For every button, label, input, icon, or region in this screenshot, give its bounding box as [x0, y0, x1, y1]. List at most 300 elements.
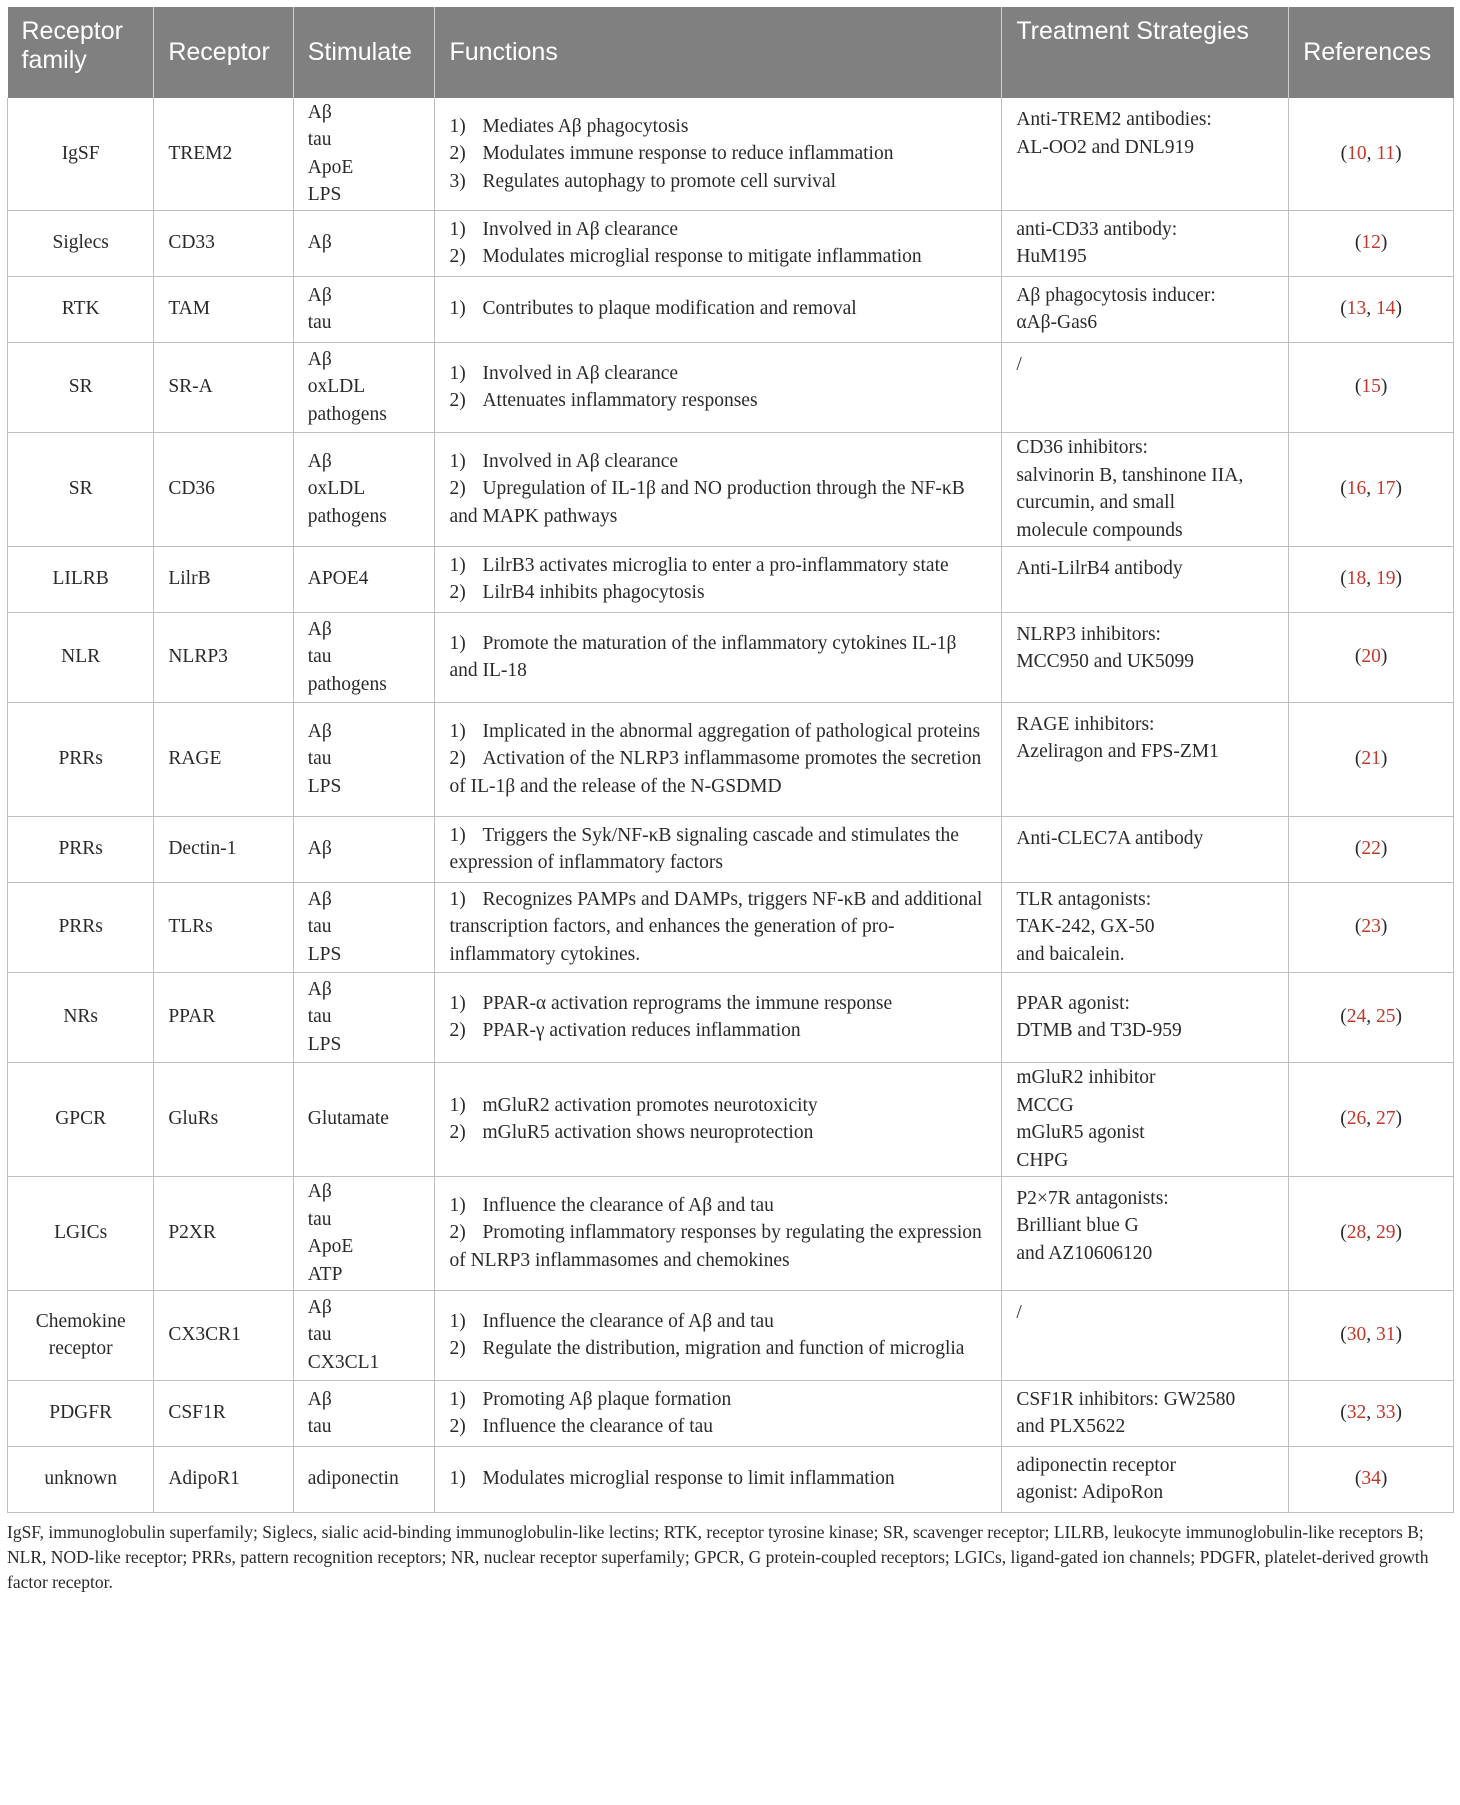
cell-treatment — [1002, 1380, 1289, 1446]
function-item — [449, 360, 989, 388]
ref-open-paren: ( — [1354, 1468, 1362, 1490]
function-item — [449, 1308, 989, 1336]
header-receptor-family-line1: Receptor — [21, 17, 123, 45]
treatment-line: mGluR2 inhibitor — [1016, 1067, 1156, 1088]
function-item — [449, 1465, 989, 1493]
treatment-line: and baicalein. — [1016, 943, 1125, 965]
function-number: 1) — [449, 1468, 466, 1490]
stimulate-item: pathogens — [307, 403, 387, 425]
cell-references — [1289, 98, 1454, 210]
treatment-line: / — [1016, 353, 1022, 375]
receptor-family-text: PRRs — [58, 916, 103, 938]
cell-references — [1289, 210, 1454, 276]
table-row — [8, 1380, 1454, 1446]
stimulate-item: tau — [307, 129, 332, 151]
cell-receptor: AdipoR1 — [154, 1446, 293, 1512]
function-text: Mediates Aβ phagocytosis — [482, 115, 689, 137]
ref-close-paren: ) — [1395, 568, 1402, 590]
function-number: 2) — [449, 1338, 466, 1359]
treatment-line: Aβ phagocytosis inducer: — [1016, 284, 1216, 306]
header-functions: Functions — [435, 7, 1002, 98]
cell-treatment — [1002, 1176, 1289, 1290]
reference-link[interactable]: 32 — [1346, 1402, 1367, 1424]
treatment-line: RAGE inhibitors: — [1016, 713, 1155, 735]
ref-close-paren: ) — [1395, 1324, 1402, 1346]
receptor-family-text: SR — [68, 376, 93, 398]
stimulate-item: Aβ — [307, 838, 332, 860]
reference-link[interactable]: 30 — [1346, 1324, 1367, 1346]
cell-receptor: CD33 — [154, 210, 293, 276]
receptor-family-text: Siglecs — [52, 232, 109, 254]
reference-link[interactable]: 19 — [1375, 568, 1396, 590]
cell-functions — [435, 816, 1002, 882]
stimulate-item: LPS — [307, 184, 342, 206]
function-number: 1) — [449, 888, 466, 910]
table-row — [8, 816, 1454, 882]
function-number: 2) — [449, 1416, 466, 1437]
function-text: Triggers the Syk/NF-κB signaling cascade and stimulates the expression of inflammatory factors — [449, 824, 959, 873]
function-item — [449, 886, 989, 969]
ref-separator: , — [1366, 568, 1376, 590]
function-text: Implicated in the abnormal aggregation of pathological proteins — [482, 720, 981, 742]
cell-receptor-family — [8, 1380, 154, 1446]
treatment-line: TLR antagonists: — [1016, 888, 1152, 910]
ref-open-paren: ( — [1354, 916, 1362, 938]
ref-separator: , — [1366, 1006, 1376, 1028]
reference-link[interactable]: 17 — [1375, 478, 1396, 500]
header-stimulate: Stimulate — [293, 7, 435, 98]
receptor-family-text: IgSF — [61, 143, 100, 164]
treatment-line: agonist: AdipoRon — [1016, 1482, 1164, 1503]
ref-separator: , — [1366, 478, 1376, 500]
table-row — [8, 546, 1454, 612]
function-number: 1) — [449, 554, 466, 576]
reference-link[interactable]: 28 — [1346, 1222, 1367, 1244]
cell-stimulate — [293, 342, 435, 432]
cell-receptor: PPAR — [154, 972, 293, 1062]
cell-stimulate — [293, 882, 435, 972]
cell-treatment — [1002, 1290, 1289, 1380]
function-number: 1) — [449, 1310, 466, 1332]
ref-close-paren: ) — [1395, 1222, 1402, 1244]
reference-link[interactable]: 15 — [1361, 376, 1381, 398]
cell-receptor: NLRP3 — [154, 612, 293, 702]
table-container — [7, 7, 1454, 1595]
ref-close-paren: ) — [1395, 143, 1402, 164]
stimulate-item: Aβ — [307, 1296, 332, 1318]
cell-treatment — [1002, 972, 1289, 1062]
cell-receptor-family — [8, 702, 154, 816]
treatment-line: Azeliragon and FPS-ZM1 — [1016, 741, 1219, 762]
cell-receptor-family — [8, 276, 154, 342]
function-item — [449, 113, 989, 141]
stimulate-item: tau — [307, 312, 332, 333]
function-item — [449, 579, 989, 607]
function-text: Involved in Aβ clearance — [482, 218, 679, 240]
function-item — [449, 1192, 989, 1220]
cell-references — [1289, 276, 1454, 342]
stimulate-item: ATP — [307, 1263, 343, 1285]
stimulate-item: tau — [307, 1416, 332, 1437]
cell-stimulate — [293, 816, 435, 882]
stimulate-item: adiponectin — [307, 1468, 399, 1490]
cell-references — [1289, 972, 1454, 1062]
receptor-family-text: SR — [68, 478, 93, 500]
function-text: LilrB4 inhibits phagocytosis — [482, 582, 705, 603]
reference-link[interactable]: 25 — [1375, 1006, 1396, 1028]
treatment-line: Anti-CLEC7A antibody — [1016, 827, 1204, 849]
ref-open-paren: ( — [1354, 376, 1362, 398]
function-item — [449, 990, 989, 1018]
receptor-family-text: GPCR — [55, 1108, 107, 1130]
reference-link[interactable]: 33 — [1375, 1402, 1396, 1424]
receptor-family-text: PDGFR — [49, 1402, 113, 1424]
receptor-family-text: LGICs — [54, 1222, 108, 1244]
function-number: 2) — [449, 390, 466, 411]
cell-functions — [435, 210, 1002, 276]
function-item — [449, 552, 989, 580]
function-number: 3) — [449, 170, 466, 192]
function-item — [449, 1092, 989, 1120]
function-item — [449, 216, 989, 244]
cell-receptor: TREM2 — [154, 98, 293, 210]
cell-receptor-family — [8, 432, 154, 546]
receptor-family-text: receptor — [48, 1338, 113, 1359]
cell-references — [1289, 702, 1454, 816]
cell-stimulate — [293, 1062, 435, 1176]
ref-open-paren: ( — [1354, 646, 1362, 668]
ref-open-paren: ( — [1340, 568, 1347, 590]
function-text: Modulates microglial response to limit inflammation — [482, 1468, 895, 1490]
ref-open-paren: ( — [1340, 1402, 1347, 1424]
cell-receptor-family — [8, 972, 154, 1062]
receptor-table — [7, 7, 1454, 1513]
stimulate-item: Glutamate — [307, 1108, 389, 1130]
cell-functions — [435, 432, 1002, 546]
cell-stimulate — [293, 546, 435, 612]
function-number: 1) — [449, 632, 466, 654]
function-item — [449, 630, 989, 685]
function-number: 1) — [449, 218, 466, 240]
table-row — [8, 1446, 1454, 1512]
stimulate-item: tau — [307, 1006, 332, 1028]
function-item — [449, 168, 989, 196]
cell-functions — [435, 1380, 1002, 1446]
treatment-line: AL-OO2 and DNL919 — [1016, 136, 1194, 158]
function-number: 2) — [449, 478, 466, 500]
treatment-line: molecule compounds — [1016, 519, 1183, 541]
reference-link[interactable]: 16 — [1346, 478, 1367, 500]
ref-open-paren: ( — [1340, 1324, 1347, 1346]
function-text: Modulates microglial response to mitigate inflammation — [482, 246, 922, 267]
function-item — [449, 243, 989, 271]
treatment-line: TAK-242, GX-50 — [1016, 916, 1155, 938]
cell-treatment — [1002, 702, 1289, 816]
function-text: Attenuates inflammatory responses — [482, 390, 758, 411]
ref-close-paren: ) — [1395, 478, 1402, 500]
function-text: Promoting inflammatory responses by regulating the expression of NLRP3 inflammasomes and chemokines — [449, 1222, 982, 1271]
cell-stimulate — [293, 1176, 435, 1290]
header-references: References — [1289, 7, 1454, 98]
table-row — [8, 612, 1454, 702]
treatment-line: PPAR agonist: — [1016, 992, 1130, 1014]
cell-functions — [435, 546, 1002, 612]
function-text: Regulates autophagy to promote cell survival — [482, 170, 837, 192]
header-receptor-family-line2: family — [21, 46, 87, 74]
function-item — [449, 745, 989, 800]
ref-close-paren: ) — [1380, 838, 1388, 860]
cell-receptor-family — [8, 612, 154, 702]
stimulate-item: Aβ — [307, 450, 332, 472]
function-text: Activation of the NLRP3 inflammasome promotes the secretion of IL-1β and the release of the N-GSDMD — [449, 748, 982, 797]
function-text: Modulates immune response to reduce inflammation — [482, 143, 894, 164]
receptor-family-text: NRs — [63, 1006, 98, 1028]
stimulate-item: tau — [307, 646, 332, 668]
stimulate-item: tau — [307, 916, 332, 938]
function-text: PPAR-γ activation reduces inflammation — [482, 1020, 801, 1041]
cell-receptor: CX3CR1 — [154, 1290, 293, 1380]
function-number: 2) — [449, 143, 466, 164]
reference-link[interactable]: 11 — [1376, 143, 1396, 164]
cell-receptor: LilrB — [154, 546, 293, 612]
cell-treatment — [1002, 1062, 1289, 1176]
function-item — [449, 387, 989, 415]
function-number: 2) — [449, 1020, 466, 1041]
cell-stimulate — [293, 98, 435, 210]
function-number: 2) — [449, 1222, 466, 1244]
treatment-line: mGluR5 agonist — [1016, 1122, 1145, 1143]
table-header-row — [8, 7, 1454, 98]
function-number: 2) — [449, 748, 466, 770]
cell-treatment — [1002, 276, 1289, 342]
cell-references — [1289, 612, 1454, 702]
table-row — [8, 1062, 1454, 1176]
ref-close-paren: ) — [1380, 376, 1388, 398]
ref-close-paren: ) — [1395, 1108, 1402, 1130]
cell-treatment — [1002, 546, 1289, 612]
stimulate-item: pathogens — [307, 673, 387, 695]
cell-stimulate — [293, 1290, 435, 1380]
ref-close-paren: ) — [1395, 1402, 1402, 1424]
cell-treatment — [1002, 98, 1289, 210]
receptor-family-text: Chemokine — [35, 1310, 126, 1332]
function-text: Involved in Aβ clearance — [482, 362, 679, 384]
function-number: 1) — [449, 362, 466, 384]
function-text: Recognizes PAMPs and DAMPs, triggers NF-κB and additional transcription factors, and enhances the generation of pro-inflammatory cytokines. — [449, 888, 983, 965]
reference-link[interactable]: 10 — [1347, 143, 1367, 164]
function-item — [449, 718, 989, 746]
function-item — [449, 448, 989, 476]
cell-treatment — [1002, 816, 1289, 882]
cell-references — [1289, 432, 1454, 546]
treatment-line: and AZ10606120 — [1016, 1242, 1153, 1264]
function-number: 1) — [449, 450, 466, 472]
cell-receptor: CSF1R — [154, 1380, 293, 1446]
stimulate-item: APOE4 — [307, 568, 369, 590]
reference-link[interactable]: 23 — [1361, 916, 1381, 938]
function-text: Involved in Aβ clearance — [482, 450, 679, 472]
reference-link[interactable]: 29 — [1375, 1222, 1396, 1244]
ref-open-paren: ( — [1340, 1006, 1347, 1028]
reference-link[interactable]: 27 — [1375, 1108, 1396, 1130]
cell-receptor: RAGE — [154, 702, 293, 816]
function-text: LilrB3 activates microglia to enter a pro-inflammatory state — [482, 554, 949, 576]
cell-stimulate — [293, 432, 435, 546]
function-item — [449, 1119, 989, 1147]
function-text: Influence the clearance of Aβ and tau — [482, 1194, 774, 1216]
ref-separator: , — [1366, 143, 1377, 164]
reference-link[interactable]: 22 — [1361, 838, 1381, 860]
treatment-line: CD36 inhibitors: — [1016, 437, 1148, 458]
table-row — [8, 882, 1454, 972]
cell-functions — [435, 342, 1002, 432]
ref-close-paren: ) — [1380, 1468, 1388, 1490]
function-text: Upregulation of IL-1β and NO production through the NF-κB and MAPK pathways — [449, 478, 965, 527]
cell-receptor: P2XR — [154, 1176, 293, 1290]
stimulate-item: Aβ — [307, 232, 332, 254]
cell-references — [1289, 1290, 1454, 1380]
treatment-line: Anti-LilrB4 antibody — [1016, 557, 1183, 579]
stimulate-item: LPS — [307, 1033, 342, 1055]
ref-separator: , — [1366, 1108, 1376, 1130]
table-row — [8, 342, 1454, 432]
cell-receptor-family — [8, 98, 154, 210]
treatment-line: and PLX5622 — [1016, 1416, 1126, 1437]
cell-references — [1289, 546, 1454, 612]
reference-link[interactable]: 20 — [1361, 646, 1381, 668]
table-row — [8, 1290, 1454, 1380]
reference-link[interactable]: 21 — [1361, 748, 1381, 770]
treatment-line: CSF1R inhibitors: GW2580 — [1016, 1388, 1236, 1410]
stimulate-item: pathogens — [307, 505, 387, 527]
cell-receptor-family — [8, 1176, 154, 1290]
ref-open-paren: ( — [1354, 232, 1362, 254]
treatment-line: HuM195 — [1016, 246, 1087, 267]
stimulate-item: Aβ — [307, 978, 332, 1000]
function-number: 1) — [449, 298, 466, 320]
header-receptor: Receptor — [154, 7, 293, 98]
ref-open-paren: ( — [1340, 143, 1348, 164]
function-number: 1) — [449, 1388, 466, 1410]
receptor-family-text: RTK — [61, 298, 100, 320]
cell-receptor-family — [8, 1062, 154, 1176]
reference-link[interactable]: 14 — [1375, 298, 1396, 320]
ref-open-paren: ( — [1340, 478, 1347, 500]
cell-stimulate — [293, 1380, 435, 1446]
treatment-line: NLRP3 inhibitors: — [1016, 623, 1161, 645]
reference-link[interactable]: 12 — [1361, 232, 1381, 254]
table-footnote: IgSF, immunoglobulin superfamily; Siglecs, sialic acid-binding immunoglobulin-like lectins; RTK, receptor tyrosine kinase; SR, scavenger receptor; LILRB, leukocyte immunoglobulin-like receptors B; NLR, NOD-like receptor; PRRs, pattern recognition receptors; NR, nuclear receptor superfamily; GPCR, G protein-coupled receptors; LGICs, ligand-gated ion channels; PDGFR, platelet-derived growth factor receptor. — [7, 1521, 1429, 1592]
reference-link[interactable]: 34 — [1361, 1468, 1381, 1490]
table-row — [8, 210, 1454, 276]
function-text: Influence the clearance of Aβ and tau — [482, 1310, 774, 1332]
function-number: 1) — [449, 115, 466, 137]
stimulate-item: ApoE — [307, 1236, 354, 1257]
stimulate-item: tau — [307, 1208, 332, 1230]
function-text: Contributes to plaque modification and removal — [482, 298, 857, 320]
reference-link[interactable]: 13 — [1346, 298, 1367, 320]
cell-treatment — [1002, 210, 1289, 276]
cell-receptor: TAM — [154, 276, 293, 342]
cell-receptor-family — [8, 1446, 154, 1512]
treatment-line: adiponectin receptor — [1016, 1454, 1177, 1476]
cell-receptor-family — [8, 816, 154, 882]
ref-separator: , — [1366, 298, 1376, 320]
ref-separator: , — [1366, 1324, 1376, 1346]
cell-receptor-family — [8, 1290, 154, 1380]
cell-receptor: SR-A — [154, 342, 293, 432]
function-item — [449, 1219, 989, 1274]
cell-treatment — [1002, 882, 1289, 972]
treatment-line: Anti-TREM2 antibodies: — [1016, 109, 1212, 130]
function-item — [449, 1413, 989, 1441]
ref-open-paren: ( — [1354, 838, 1362, 860]
stimulate-item: LPS — [307, 775, 342, 797]
cell-stimulate — [293, 612, 435, 702]
treatment-line: αAβ-Gas6 — [1016, 312, 1098, 333]
ref-open-paren: ( — [1340, 1108, 1347, 1130]
cell-treatment — [1002, 342, 1289, 432]
cell-treatment — [1002, 612, 1289, 702]
function-item — [449, 295, 989, 323]
cell-stimulate — [293, 210, 435, 276]
ref-open-paren: ( — [1354, 748, 1362, 770]
function-text: mGluR5 activation shows neuroprotection — [482, 1122, 814, 1143]
cell-receptor: CD36 — [154, 432, 293, 546]
reference-link[interactable]: 26 — [1346, 1108, 1367, 1130]
cell-stimulate — [293, 702, 435, 816]
stimulate-item: Aβ — [307, 101, 332, 123]
stimulate-item: Aβ — [307, 1388, 332, 1410]
cell-references — [1289, 1062, 1454, 1176]
cell-functions — [435, 612, 1002, 702]
cell-references — [1289, 1176, 1454, 1290]
function-item — [449, 822, 989, 877]
ref-open-paren: ( — [1340, 1222, 1347, 1244]
stimulate-item: Aβ — [307, 1181, 332, 1202]
function-number: 2) — [449, 246, 466, 267]
receptor-family-text: NLR — [61, 646, 101, 668]
table-row — [8, 98, 1454, 210]
cell-treatment — [1002, 432, 1289, 546]
stimulate-item: ApoE — [307, 156, 354, 178]
receptor-family-text: PRRs — [58, 838, 103, 860]
reference-link[interactable]: 31 — [1375, 1324, 1396, 1346]
cell-functions — [435, 1176, 1002, 1290]
table-row — [8, 432, 1454, 546]
treatment-line: MCCG — [1016, 1094, 1074, 1116]
function-number: 2) — [449, 582, 466, 603]
cell-functions — [435, 702, 1002, 816]
ref-close-paren: ) — [1380, 232, 1388, 254]
cell-references — [1289, 882, 1454, 972]
function-item — [449, 1335, 989, 1363]
reference-link[interactable]: 24 — [1346, 1006, 1367, 1028]
cell-functions — [435, 276, 1002, 342]
reference-link[interactable]: 18 — [1346, 568, 1367, 590]
cell-receptor: GluRs — [154, 1062, 293, 1176]
stimulate-item: Aβ — [307, 618, 332, 640]
cell-stimulate — [293, 276, 435, 342]
ref-close-paren: ) — [1395, 298, 1402, 320]
ref-open-paren: ( — [1340, 298, 1347, 320]
function-text: PPAR-α activation reprograms the immune response — [482, 992, 893, 1014]
header-receptor-family — [8, 7, 154, 98]
cell-receptor-family — [8, 882, 154, 972]
cell-references — [1289, 342, 1454, 432]
stimulate-item: oxLDL — [307, 478, 366, 500]
ref-close-paren: ) — [1395, 1006, 1402, 1028]
